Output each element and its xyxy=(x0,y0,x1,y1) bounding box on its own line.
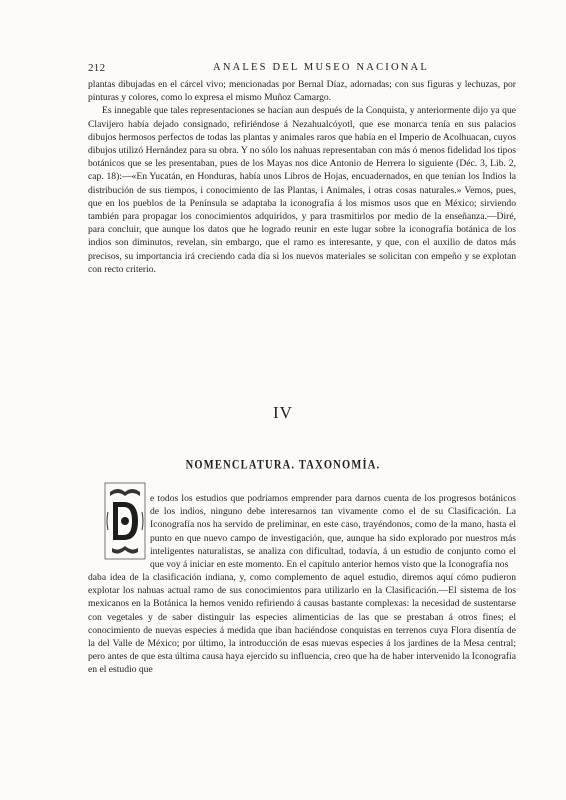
paragraph-intro-indented xyxy=(150,492,516,571)
paragraph-classification-text: daba idea de la clasificación indiana, y, como complemento de aquel estudio, diremos aquí cómo pudieron explotar los nahuas actual ramo de sus conocimientos para utilizarlo en la Clasificación.—El sistema de los mexicanos en la Botánica la hemos venido refiriendo á causas bastante complexas: la necesidad de sustentarse con vegetales y de saber distinguir las especies alimenticias de las que se prestaban á otros fines; el conocimiento de nuevas especies á medida que iban haciéndose conquistas en terrenos cuya Flora disentía de la del Valle de México; por último, la introducción de esas nuevas especies á los jardines de la Mesa central; pero antes de que esta última causa haya ejercido su influencia, creo que ha de haber intervenido la Iconografía en el estudio que xyxy=(88,572,516,676)
paragraph-classification xyxy=(88,571,516,677)
decorative-initial-d xyxy=(104,482,146,560)
page-number: 212 xyxy=(88,62,106,74)
running-title: ANALES DEL MUSEO NACIONAL xyxy=(213,62,429,73)
section-number: IV xyxy=(273,403,293,422)
top-text-block xyxy=(88,78,516,276)
paragraph-continuation: plantas dibujadas en el cárcel vivo; mencionadas por Bernal Díaz, adornadas; con sus figuras y lechuzas, por pinturas y colores, como lo expresa el mismo Muñoz Camargo. xyxy=(88,79,516,104)
running-head xyxy=(88,62,516,76)
section-title: NOMENCLATURA. TAXONOMÍA. xyxy=(185,459,381,472)
paragraph-intro-text: e todos los estudios que podríamos emprender para darnos cuenta de los progresos botánicos de los indios, ninguno debe interesarnos tan vivamente como el de su Clasificación. La Iconografía nos ha servido de preliminar, en este caso, trayéndonos, como de la mano, hasta el punto en que nuevo campo de investigación, que, aunque ha sido explorado por nuestros más inteligentes naturalistas, se analiza con dificultad, todavía, á un estudio de conjunto como el que voy á iniciar en este momento. En el capítulo anterior hemos visto que la Iconografía nos xyxy=(150,493,516,571)
paragraph-iconography: Es innegable que tales representaciones se hacían aun después de la Conquista, y anteriormente dijo ya que Clavijero había dejado consignado, refiriéndose á Nezahualcóyotl, que ese monarca tenía en sus palacios dibujos hermosos perfectos de todas las plantas y animales raros que había en el Imperio de Acolhuacan, cuyos dibujos utilizó Hernández para su obra. Y no sólo los nahuas representaban con más ó menos fidelidad los tipos botánicos que se les presentaban, pues de los Mayas nos dice Antonio de Herrera lo siguiente (Déc. 3, Lib. 2, cap. 18):—«En Yucatán, en Honduras, había unos Libros de Hojas, encuadernados, en que tenían los Indios la distribución de sus tiempos, i conocimiento de las Plantas, i Animales, i otras cosas naturales.» Vemos, pues, que en los pueblos de la Península se adaptaba la iconografía á los mismos usos que en México; sirviendo también para propagar los conocimientos adquiridos, y para trasmitirlos por medio de la enseñanza.—Diré, para concluir, que aunque los datos que he logrado reunir en este lugar sobre la iconografía botánica de los indios son diminutos, revelan, sin embargo, que el ramo es interesante, y que, con el auxilio de datos más precisos, su importancia irá creciendo cada día si los nuevos materiales se solicitan con empeño y se explotan con recto criterio. xyxy=(88,105,516,275)
